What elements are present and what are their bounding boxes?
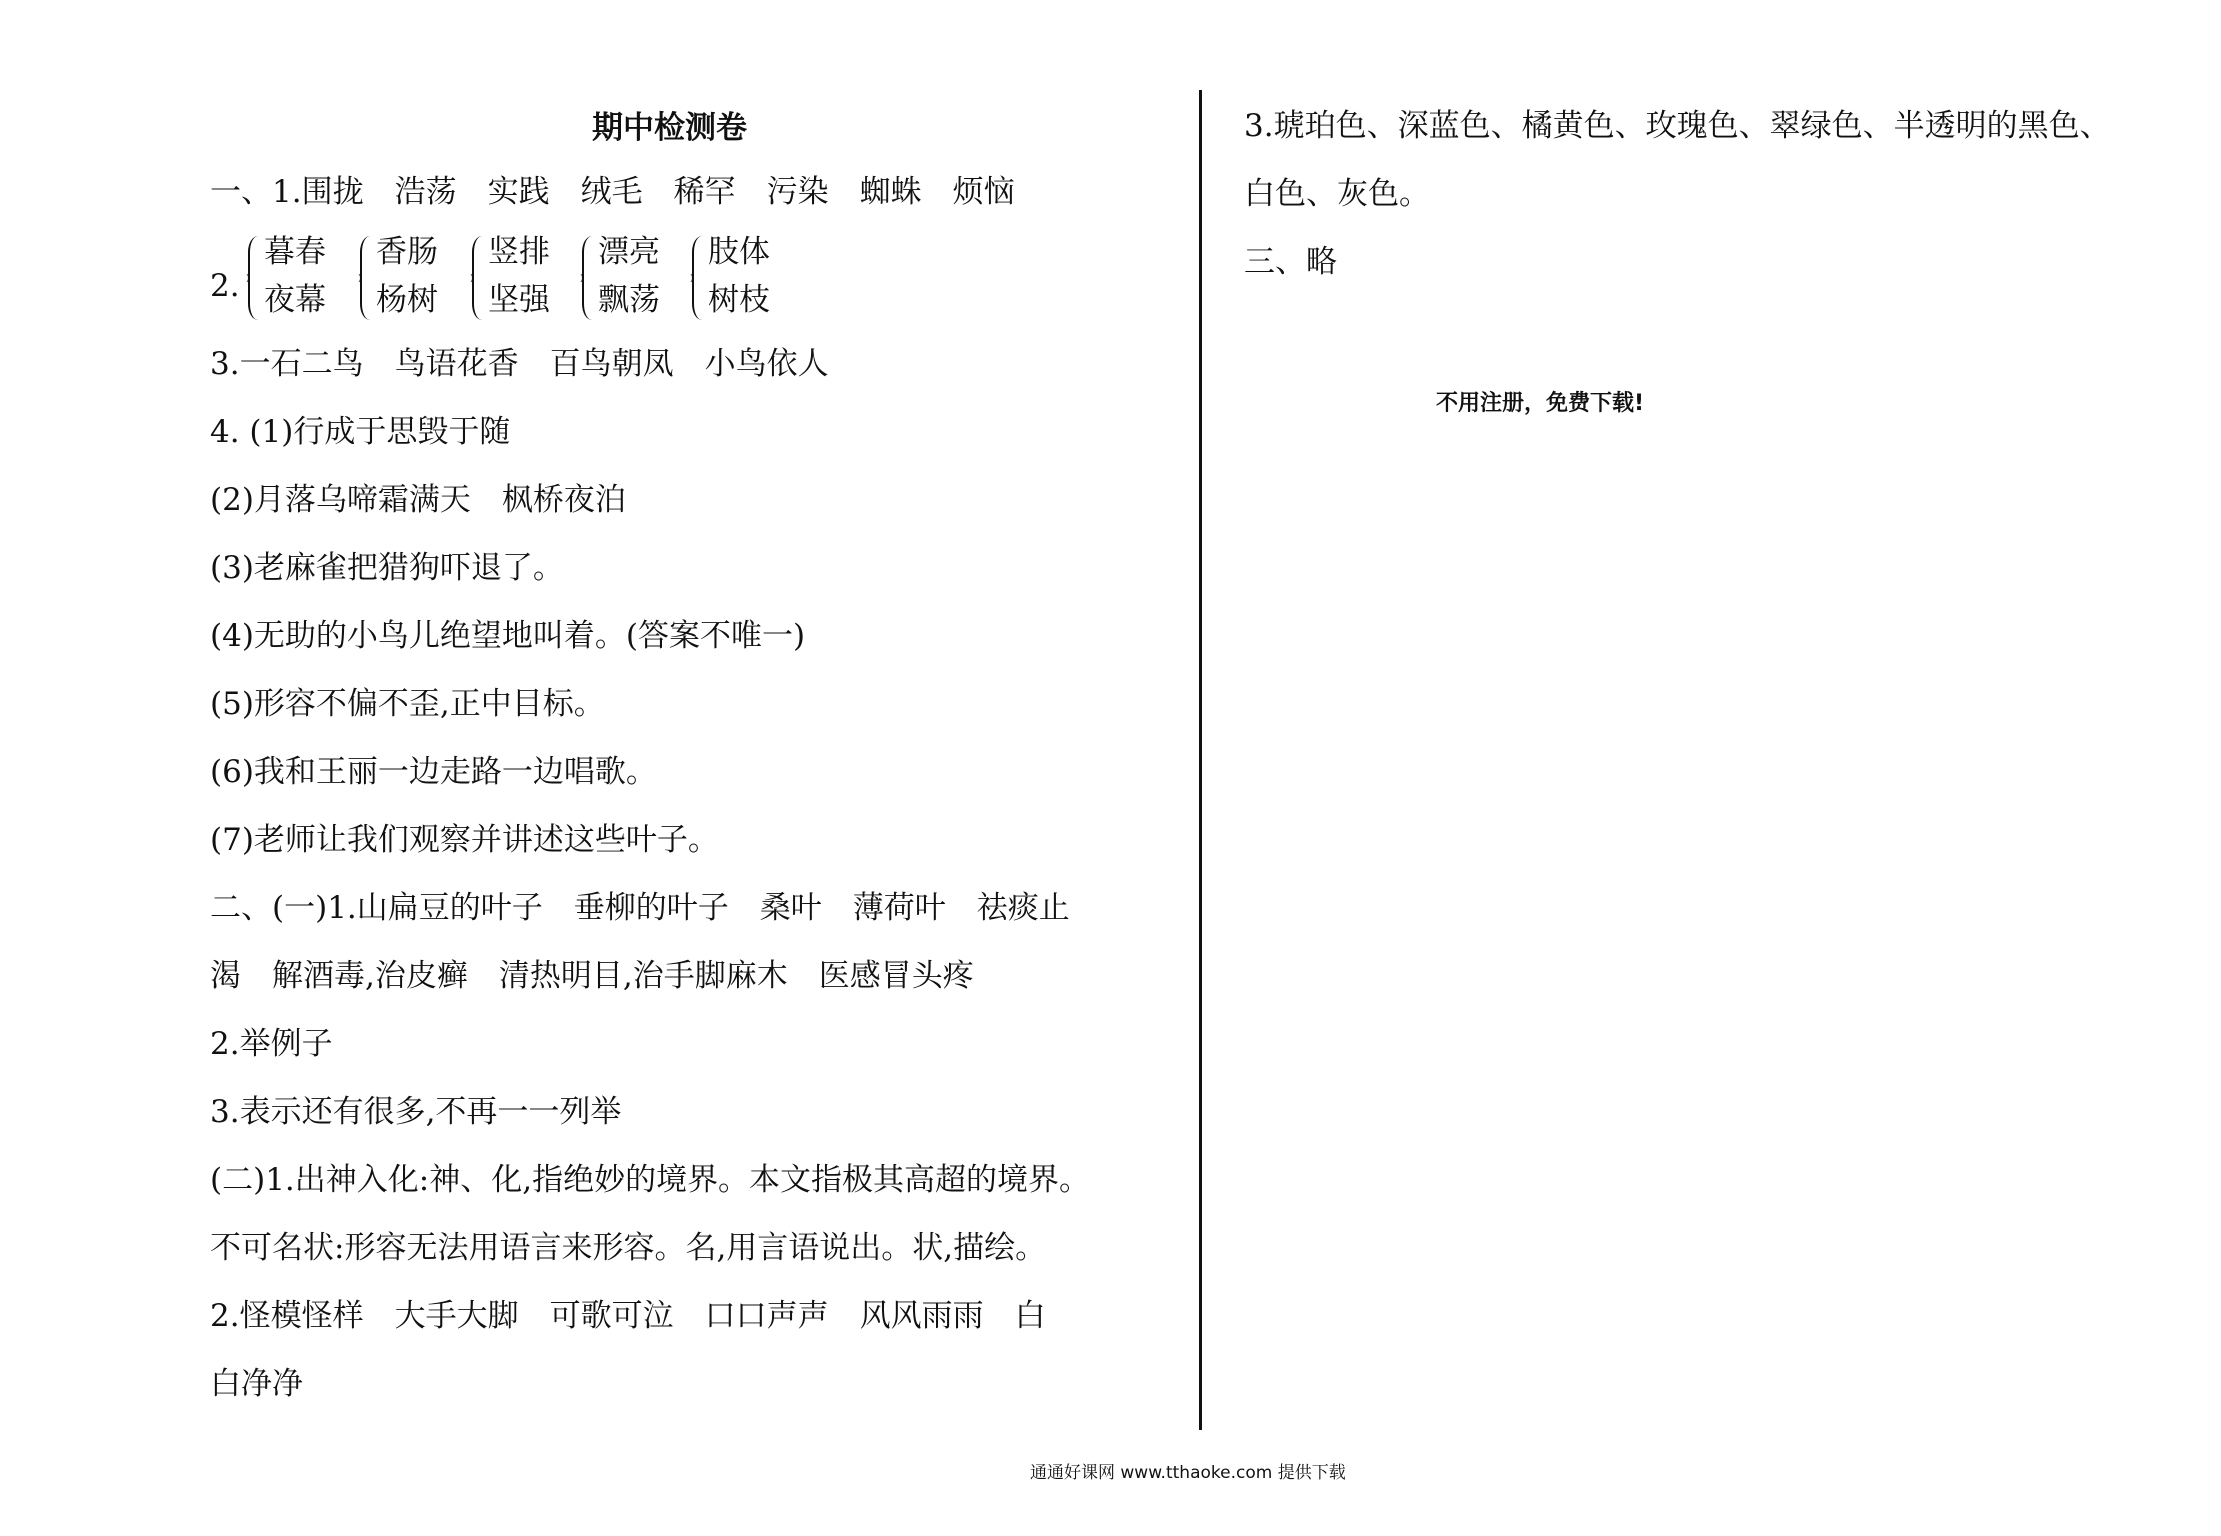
brace-icon xyxy=(692,236,706,320)
pair-word-bottom: 树枝 xyxy=(708,282,770,318)
pair-word-top: 竖排 xyxy=(488,234,550,270)
download-note: 不用注册，免费下载! xyxy=(1436,391,1645,416)
page-title: 期中检测卷 xyxy=(592,110,747,146)
pair-word-bottom: 坚强 xyxy=(488,282,550,318)
answer-line: 白净净 xyxy=(210,1366,303,1402)
answer-line: (7)老师让我们观察并讲述这些叶子。 xyxy=(210,822,719,858)
answer-line: (二)1.出神入化:神、化,指绝妙的境界。本文指极其高超的境界。 xyxy=(210,1162,1091,1198)
answer-line: 4. (1)行成于思毁于随 xyxy=(210,414,511,450)
pair-word-bottom: 夜幕 xyxy=(264,282,326,318)
answer-line: (4)无助的小鸟儿绝望地叫着。(答案不唯一) xyxy=(210,618,806,654)
pair-word-top: 香肠 xyxy=(376,234,438,270)
answer-line: 2.怪模怪样 大手大脚 可歌可泣 口口声声 风风雨雨 白 xyxy=(210,1298,1046,1334)
pair-word-top: 肢体 xyxy=(708,234,770,270)
answer-line: (6)我和王丽一边走路一边唱歌。 xyxy=(210,754,657,790)
footer-text: 通通好课网 www.tthaoke.com 提供下载 xyxy=(1030,1463,1346,1483)
pair-word-top: 漂亮 xyxy=(598,234,660,270)
answer-line: 白色、灰色。 xyxy=(1244,176,1430,212)
column-divider xyxy=(1199,90,1202,1430)
answer-line: (5)形容不偏不歪,正中目标。 xyxy=(210,686,605,722)
brace-icon xyxy=(472,236,486,320)
answer-line: 二、(一)1.山扁豆的叶子 垂柳的叶子 桑叶 薄荷叶 祛痰止 xyxy=(210,890,1070,926)
pair-word-top: 暮春 xyxy=(264,234,326,270)
pair-word-bottom: 飘荡 xyxy=(598,282,660,318)
answer-line: (3)老麻雀把猎狗吓退了。 xyxy=(210,550,564,586)
answer-line: 3.琥珀色、深蓝色、橘黄色、玫瑰色、翠绿色、半透明的黑色、 xyxy=(1244,108,2111,144)
brace-icon xyxy=(582,236,596,320)
answer-line: 一、1.围拢 浩荡 实践 绒毛 稀罕 污染 蜘蛛 烦恼 xyxy=(210,174,1015,210)
answer-line: 2.举例子 xyxy=(210,1026,333,1062)
answer-line: 三、略 xyxy=(1244,244,1337,280)
brace-icon xyxy=(360,236,374,320)
pair-word-bottom: 杨树 xyxy=(376,282,438,318)
answer-line: 3.一石二鸟 鸟语花香 百鸟朝凤 小鸟依人 xyxy=(210,346,829,382)
brace-icon xyxy=(248,236,262,320)
pairs-number: 2. xyxy=(210,268,240,304)
answer-line: 不可名状:形容无法用语言来形容。名,用言语说出。状,描绘。 xyxy=(210,1230,1047,1266)
answer-line: 3.表示还有很多,不再一一列举 xyxy=(210,1094,622,1130)
answer-line: (2)月落乌啼霜满天 枫桥夜泊 xyxy=(210,482,626,518)
answer-line: 渴 解酒毒,治皮癣 清热明目,治手脚麻木 医感冒头疼 xyxy=(210,958,974,994)
